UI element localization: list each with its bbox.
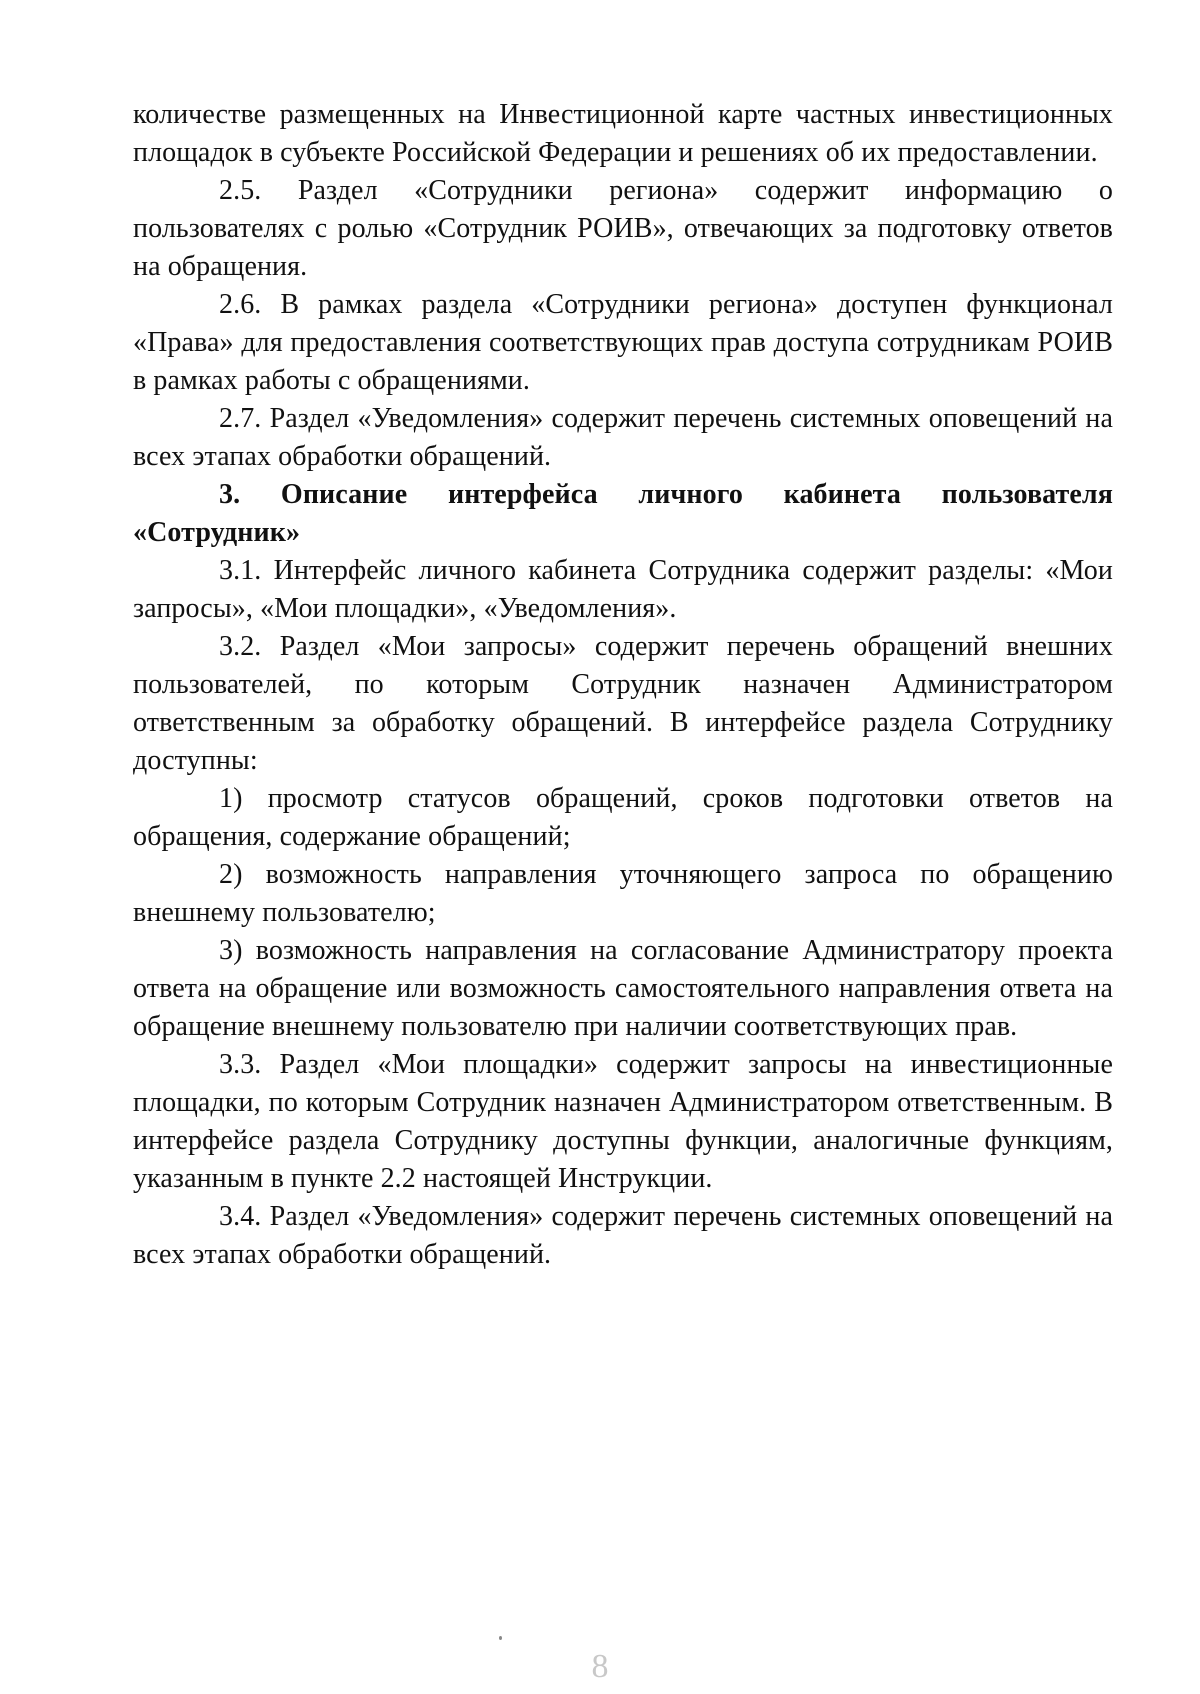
- list-item-3: 3) возможность направления на согласование Администратору проекта ответа на обращение или возможность самостоятельного направления ответа на обращение внешнему пользователю при наличии соответствующих прав.: [133, 935, 1113, 1042]
- document-content: [133, 96, 1113, 1274]
- paragraph-3-2: 3.2. Раздел «Мои запросы» содержит перечень обращений внешних пользователей, по которым Сотрудник назначен Администратором ответственным за обработку обращений. В интерфейсе раздела Сотруднику доступны:: [133, 631, 1113, 776]
- paragraph-2-5: 2.5. Раздел «Сотрудники региона» содержит информацию о пользователях с ролью «Сотрудник РОИВ», отвечающих за подготовку ответов на обращения.: [133, 175, 1113, 282]
- paragraph-2-7: 2.7. Раздел «Уведомления» содержит перечень системных оповещений на всех этапах обработки обращений.: [133, 403, 1113, 472]
- paragraph-2-6: 2.6. В рамках раздела «Сотрудники региона» доступен функционал «Права» для предоставления соответствующих прав доступа сотрудникам РОИВ в рамках работы с обращениями.: [133, 289, 1113, 396]
- paragraph-continuation: количестве размещенных на Инвестиционной карте частных инвестиционных площадок в субъекте Российской Федерации и решениях об их предоставлении.: [133, 99, 1113, 168]
- paragraph-3-4: 3.4. Раздел «Уведомления» содержит перечень системных оповещений на всех этапах обработки обращений.: [133, 1201, 1113, 1270]
- paragraph-3-3: 3.3. Раздел «Мои площадки» содержит запросы на инвестиционные площадки, по которым Сотрудник назначен Администратором ответственным. В интерфейсе раздела Сотруднику доступны функции, аналогичные функциям, указанным в пункте 2.2 настоящей Инструкции.: [133, 1049, 1113, 1194]
- scan-mark: [499, 1636, 502, 1640]
- list-item-2: 2) возможность направления уточняющего запроса по обращению внешнему пользователю;: [133, 859, 1113, 928]
- page-number: 8: [591, 1648, 609, 1685]
- section-3-heading: 3. Описание интерфейса личного кабинета пользователя «Сотрудник»: [133, 479, 1113, 548]
- list-item-1: 1) просмотр статусов обращений, сроков подготовки ответов на обращения, содержание обращений;: [133, 783, 1113, 852]
- paragraph-3-1: 3.1. Интерфейс личного кабинета Сотрудника содержит разделы: «Мои запросы», «Мои площадки», «Уведомления».: [133, 555, 1113, 624]
